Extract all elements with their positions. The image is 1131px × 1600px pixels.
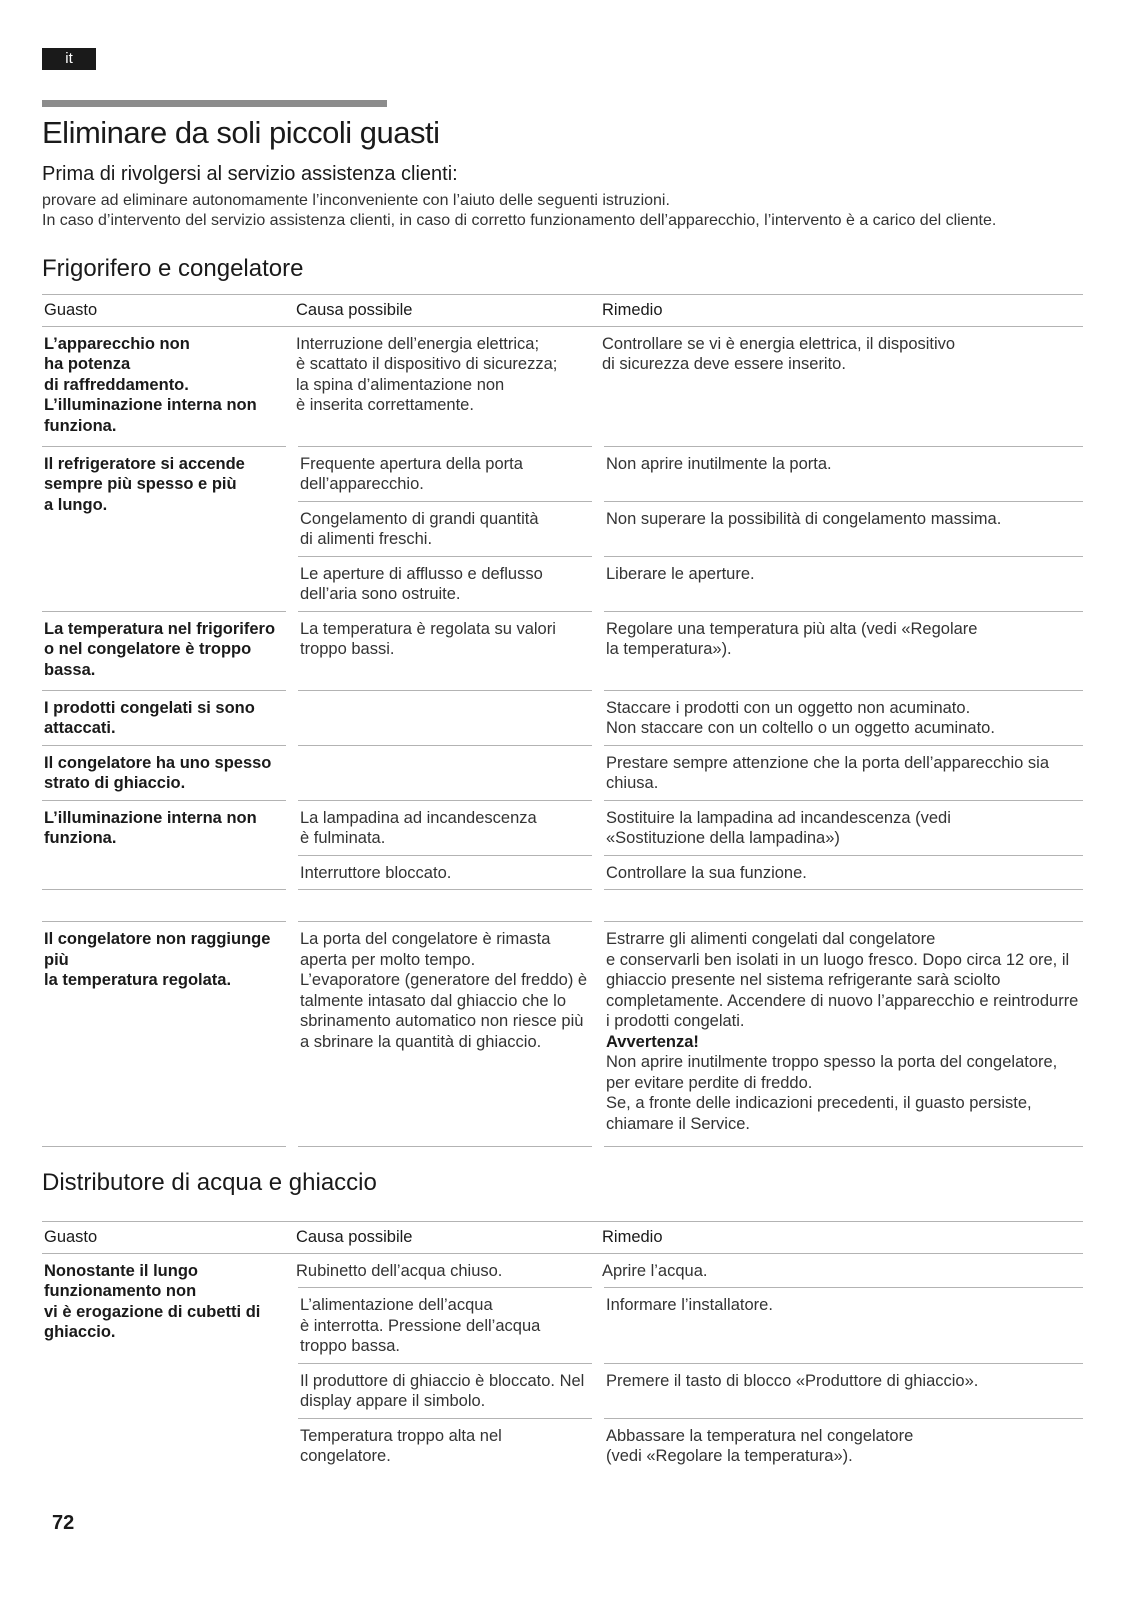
spacer-row xyxy=(42,890,1083,922)
cause-cell: Frequente apertura della porta dell’apparecchio. xyxy=(292,446,598,501)
header-remedy: Rimedio xyxy=(598,295,1083,327)
page-number: 72 xyxy=(52,1512,75,1534)
cause-cell: Temperatura troppo alta nel congelatore. xyxy=(292,1418,598,1473)
table-row xyxy=(42,745,1083,800)
remedy-cell: Controllare la sua funzione. xyxy=(598,855,1083,890)
intro-line-2: In caso d’intervento del servizio assistenza clienti, in caso di corretto funzionamento dell’apparecchio, l’intervento è a carico del cliente. xyxy=(42,212,997,229)
table-row xyxy=(42,611,1083,686)
remedy-text: Non aprire inutilmente troppo spesso la porta del congelatore, per evitare perdite di freddo. Se, a fronte delle indicazioni precedenti, il guasto persiste, chiamare il Service. xyxy=(606,1053,1058,1133)
section-title-dispenser: Distributore di acqua e ghiaccio xyxy=(42,1169,377,1196)
remedy-cell xyxy=(598,922,1083,1147)
section-title-fridge: Frigorifero e congelatore xyxy=(42,255,304,282)
fault-cell: L’illuminazione interna non funziona. xyxy=(42,800,292,890)
fault-cell: L’apparecchio non ha potenza di raffreddamento. L’illuminazione interna non funziona. xyxy=(44,334,257,435)
cause-cell: Rubinetto dell’acqua chiuso. xyxy=(296,1261,503,1280)
remedy-cell: Non superare la possibilità di congelamento massima. xyxy=(598,501,1083,556)
cause-cell xyxy=(292,745,598,800)
fault-cell: La temperatura nel frigorifero o nel congelatore è troppo bassa. xyxy=(42,611,292,686)
table-row xyxy=(42,326,1083,442)
fault-cell: Il congelatore non raggiunge più la temperatura regolata. xyxy=(42,922,292,1147)
language-tab: it xyxy=(42,48,96,70)
remedy-cell: Prestare sempre attenzione che la porta dell’apparecchio sia chiusa. xyxy=(598,745,1083,800)
fault-cell: Il refrigeratore si accende sempre più spesso e più a lungo. xyxy=(42,446,292,611)
table-row xyxy=(42,690,1083,745)
cause-cell: Il produttore di ghiaccio è bloccato. Nel display appare il simbolo. xyxy=(292,1363,598,1418)
cause-cell: Congelamento di grandi quantità di alimenti freschi. xyxy=(292,501,598,556)
fridge-troubleshooting-table xyxy=(42,294,1083,1148)
fault-cell: Il congelatore ha uno spesso strato di ghiaccio. xyxy=(42,745,292,800)
table-row xyxy=(42,1253,1083,1288)
cause-cell: L’alimentazione dell’acqua è interrotta. Pressione dell’acqua troppo bassa. xyxy=(292,1288,598,1364)
cause-cell: La temperatura è regolata su valori troppo bassi. xyxy=(292,611,598,686)
remedy-cell: Liberare le aperture. xyxy=(598,556,1083,611)
page-title: Eliminare da soli piccoli guasti xyxy=(42,115,440,150)
title-rule xyxy=(42,100,387,107)
remedy-cell: Abbassare la temperatura nel congelatore (vedi «Regolare la temperatura»). xyxy=(598,1418,1083,1473)
intro-line-1: provare ad eliminare autonomamente l’inconveniente con l’aiuto delle seguenti istruzioni. xyxy=(42,192,670,209)
cause-cell: La porta del congelatore è rimasta aperta per molto tempo. L’evaporatore (generatore del freddo) è talmente intasato dal ghiaccio che lo sbrinamento automatico non riesce più a sbrinare la quantità di ghiaccio. xyxy=(292,922,598,1147)
table-row xyxy=(42,922,1083,1147)
cause-cell: Interruttore bloccato. xyxy=(292,855,598,890)
remedy-cell: Aprire l’acqua. xyxy=(602,1261,708,1280)
table-row xyxy=(42,446,1083,501)
cause-cell: La lampadina ad incandescenza è fulminata. xyxy=(292,800,598,855)
cause-cell xyxy=(292,690,598,745)
remedy-cell: Controllare se vi è energia elettrica, il dispositivo di sicurezza deve essere inserito. xyxy=(602,334,956,373)
remedy-cell: Non aprire inutilmente la porta. xyxy=(598,446,1083,501)
remedy-cell: Informare l’installatore. xyxy=(598,1288,1083,1364)
remedy-text: Estrarre gli alimenti congelati dal congelatore e conservarli ben isolati in un luogo fresco. Dopo circa 12 ore, il ghiaccio presente nel sistema refrigerante sarà sciolto completamente. Accendere di nuovo l’apparecchio e reintrodurre i prodotti congelati. xyxy=(606,930,1079,1030)
header-cause: Causa possibile xyxy=(292,295,598,327)
header-cause: Causa possibile xyxy=(292,1222,598,1254)
remedy-cell: Sostituire la lampadina ad incandescenza (vedi «Sostituzione della lampadina») xyxy=(598,800,1083,855)
intro-heading: Prima di rivolgersi al servizio assistenza clienti: xyxy=(42,163,458,185)
cause-cell: Interruzione dell’energia elettrica; è scattato il dispositivo di sicurezza; la spina d’alimentazione non è inserita correttamente. xyxy=(296,334,558,414)
warning-label: Avvertenza! xyxy=(606,1032,699,1051)
remedy-cell: Premere il tasto di blocco «Produttore di ghiaccio». xyxy=(598,1363,1083,1418)
header-fault: Guasto xyxy=(42,295,292,327)
remedy-cell: Staccare i prodotti con un oggetto non acuminato. Non staccare con un coltello o un oggetto acuminato. xyxy=(598,690,1083,745)
intro-text xyxy=(42,191,1092,231)
table-row xyxy=(42,800,1083,855)
header-remedy: Rimedio xyxy=(598,1222,1083,1254)
dispenser-troubleshooting-table xyxy=(42,1221,1083,1473)
header-fault: Guasto xyxy=(42,1222,292,1254)
remedy-cell: Regolare una temperatura più alta (vedi «Regolare la temperatura»). xyxy=(598,611,1083,686)
fault-cell: Nonostante il lungo funzionamento non vi è erogazione di cubetti di ghiaccio. xyxy=(44,1261,261,1341)
cause-cell: Le aperture di afflusso e deflusso dell’aria sono ostruite. xyxy=(292,556,598,611)
fault-cell: I prodotti congelati si sono attaccati. xyxy=(42,690,292,745)
